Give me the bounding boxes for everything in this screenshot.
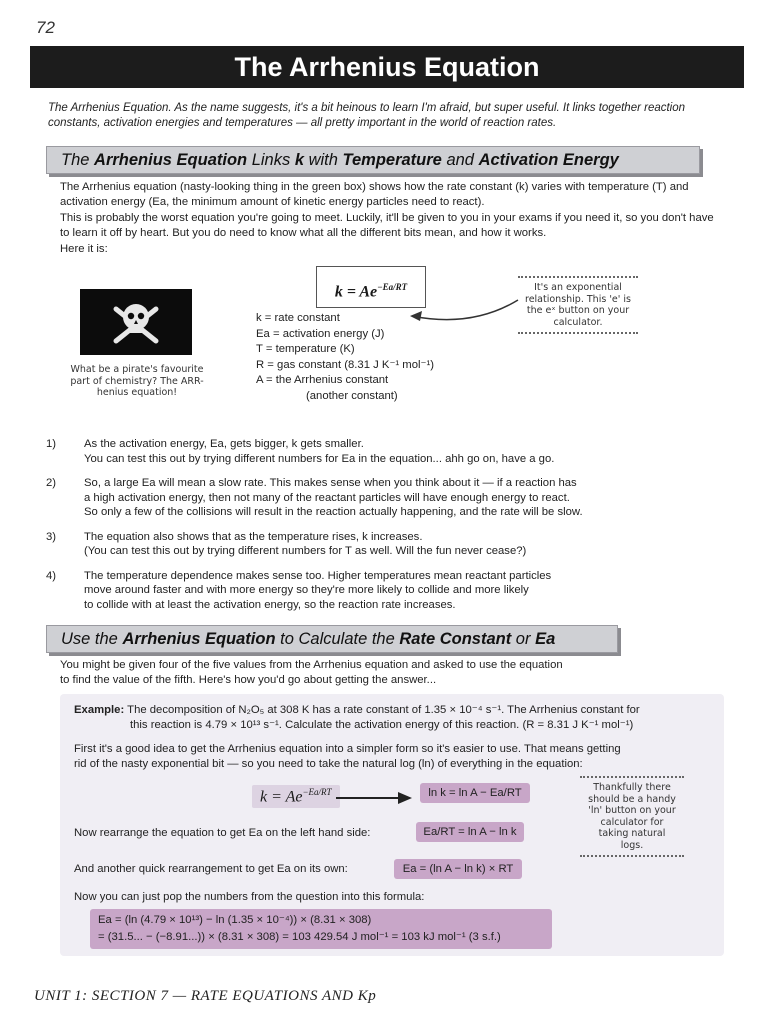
paragraph: Here it is: bbox=[60, 243, 108, 255]
definition-item: T = temperature (K) bbox=[256, 343, 355, 355]
equation-definitions bbox=[256, 311, 516, 404]
formula-calculation-pill: Ea = (ln (4.79 × 10¹³) − ln (1.35 × 10⁻⁴)) × (8.31 × 308) = (31.5... − (−8.91...)) × (8.31 × 308) = 103 429.54 J mol⁻¹ = 103 kJ mol⁻¹ (3 s.f.) bbox=[90, 909, 552, 949]
exponential-note: It's an exponential relationship. This 'e' is the eˣ button on your calculator. bbox=[518, 276, 638, 334]
definition-item: k = rate constant bbox=[256, 312, 340, 324]
another-rearrangement-text: And another quick rearrangement to get Ea on its own: bbox=[74, 863, 348, 875]
list-item: 4) The temperature dependence makes sense too. Higher temperatures mean reactant particles move around faster and with more energy so they're more likely to collide and more likely to collide with at least the activation energy, so the reaction rate increases. bbox=[46, 569, 552, 611]
paragraph: The Arrhenius equation (nasty-looking thing in the green box) shows how the rate constant (k) varies with temperature (T) and activation energy (Ea, the minimum amount of kinetic energy particles need to react). bbox=[60, 181, 689, 208]
page-number: 72 bbox=[36, 18, 55, 37]
example-step1: First it's a good idea to get the Arrhenius equation into a simpler form so it's easier to use. That means getting rid of the nasty exponential bit — so you need to take the natural log (ln) of everything in the equation: bbox=[74, 743, 621, 770]
arrhenius-equation-inline: $k = Ae^{-Ea/RT}$ bbox=[252, 785, 340, 808]
rearrange-text: Now rearrange the equation to get Ea on the left hand side: bbox=[74, 827, 371, 839]
skull-crossbones-icon bbox=[80, 289, 192, 355]
paragraph: This is probably the worst equation you're going to meet. Luckily, it'll be given to you in your exams if you need it, so you don't have to learn it off by heart. But you do need to know what all the different bits mean, and how it works. bbox=[60, 212, 714, 239]
definition-item: A = the Arrhenius constant bbox=[256, 374, 389, 386]
page-title: The Arrhenius Equation bbox=[30, 46, 744, 88]
right-arrow-icon bbox=[334, 788, 414, 808]
ea-equation-pill: Ea = (ln A − ln k) × RT bbox=[394, 859, 522, 879]
section-header-arrhenius-links: The Arrhenius Equation Links k with Temperature and Activation Energy bbox=[46, 146, 700, 174]
points-list bbox=[46, 437, 736, 622]
intro-text: The Arrhenius Equation. As the name suggests, it's a bit heinous to learn I'm afraid, but super useful. It links together reaction constants, activation energies and temperatures — all pretty important in the world of reaction rates. bbox=[48, 102, 686, 129]
ln-button-note: Thankfully there should be a handy 'ln' button on your calculator for taking natural logs. bbox=[580, 776, 684, 857]
rearrange-equation-pill: Ea/RT = ln A − ln k bbox=[416, 822, 524, 842]
pop-numbers-text: Now you can just pop the numbers from the question into this formula: bbox=[74, 891, 425, 903]
definition-item: (another constant) bbox=[306, 389, 398, 402]
pirate-caption: What be a pirate's favourite part of chemistry? The ARR-henius equation! bbox=[70, 364, 204, 398]
section1-body bbox=[60, 180, 720, 259]
arrhenius-equation-box: $k = Ae^{-Ea/RT}$ bbox=[316, 266, 426, 308]
list-item: 3) The equation also shows that as the temperature rises, k increases. (You can test this out by trying different numbers for T as well. Will the fun never cease?) bbox=[46, 530, 527, 557]
definition-item: R = gas constant (8.31 J K⁻¹ mol⁻¹) bbox=[256, 358, 434, 371]
footer-section-title: UNIT 1: SECTION 7 — RATE EQUATIONS AND Kp bbox=[34, 988, 377, 1004]
ln-equation-pill: ln k = ln A − Ea/RT bbox=[420, 783, 530, 803]
list-item: 1) As the activation energy, Ea, gets bigger, k gets smaller. You can test this out by trying different numbers for Ea in the equation... ahh go on, have a go. bbox=[46, 438, 555, 465]
pirate-flag-image bbox=[80, 289, 192, 355]
section2-intro: You might be given four of the five values from the Arrhenius equation and asked to use the equation to find the value of the fifth. Here's how you'd go about getting the answer... bbox=[60, 659, 563, 686]
example-question: Example: The decomposition of N₂O₅ at 308 K has a rate constant of 1.35 × 10⁻⁴ s⁻¹. The Arrhenius constant for this reaction is 4.79 × 10¹³ s⁻¹. Calculate the activation energy of this reaction. (R = 8.31 J K⁻¹ mol⁻¹) bbox=[74, 704, 640, 731]
section-header-calculate-rate-constant: Use the Arrhenius Equation to Calculate the Rate Constant or Ea bbox=[46, 625, 618, 653]
list-item: 2) So, a large Ea will mean a slow rate. This makes sense when you think about it — if a reaction has a high activation energy, then not many of the reactant particles will have enough energy to react. So only a few of the collisions will result in the reaction actually happening, and the rate will be slow. bbox=[46, 477, 583, 518]
definition-item: Ea = activation energy (J) bbox=[256, 327, 385, 340]
